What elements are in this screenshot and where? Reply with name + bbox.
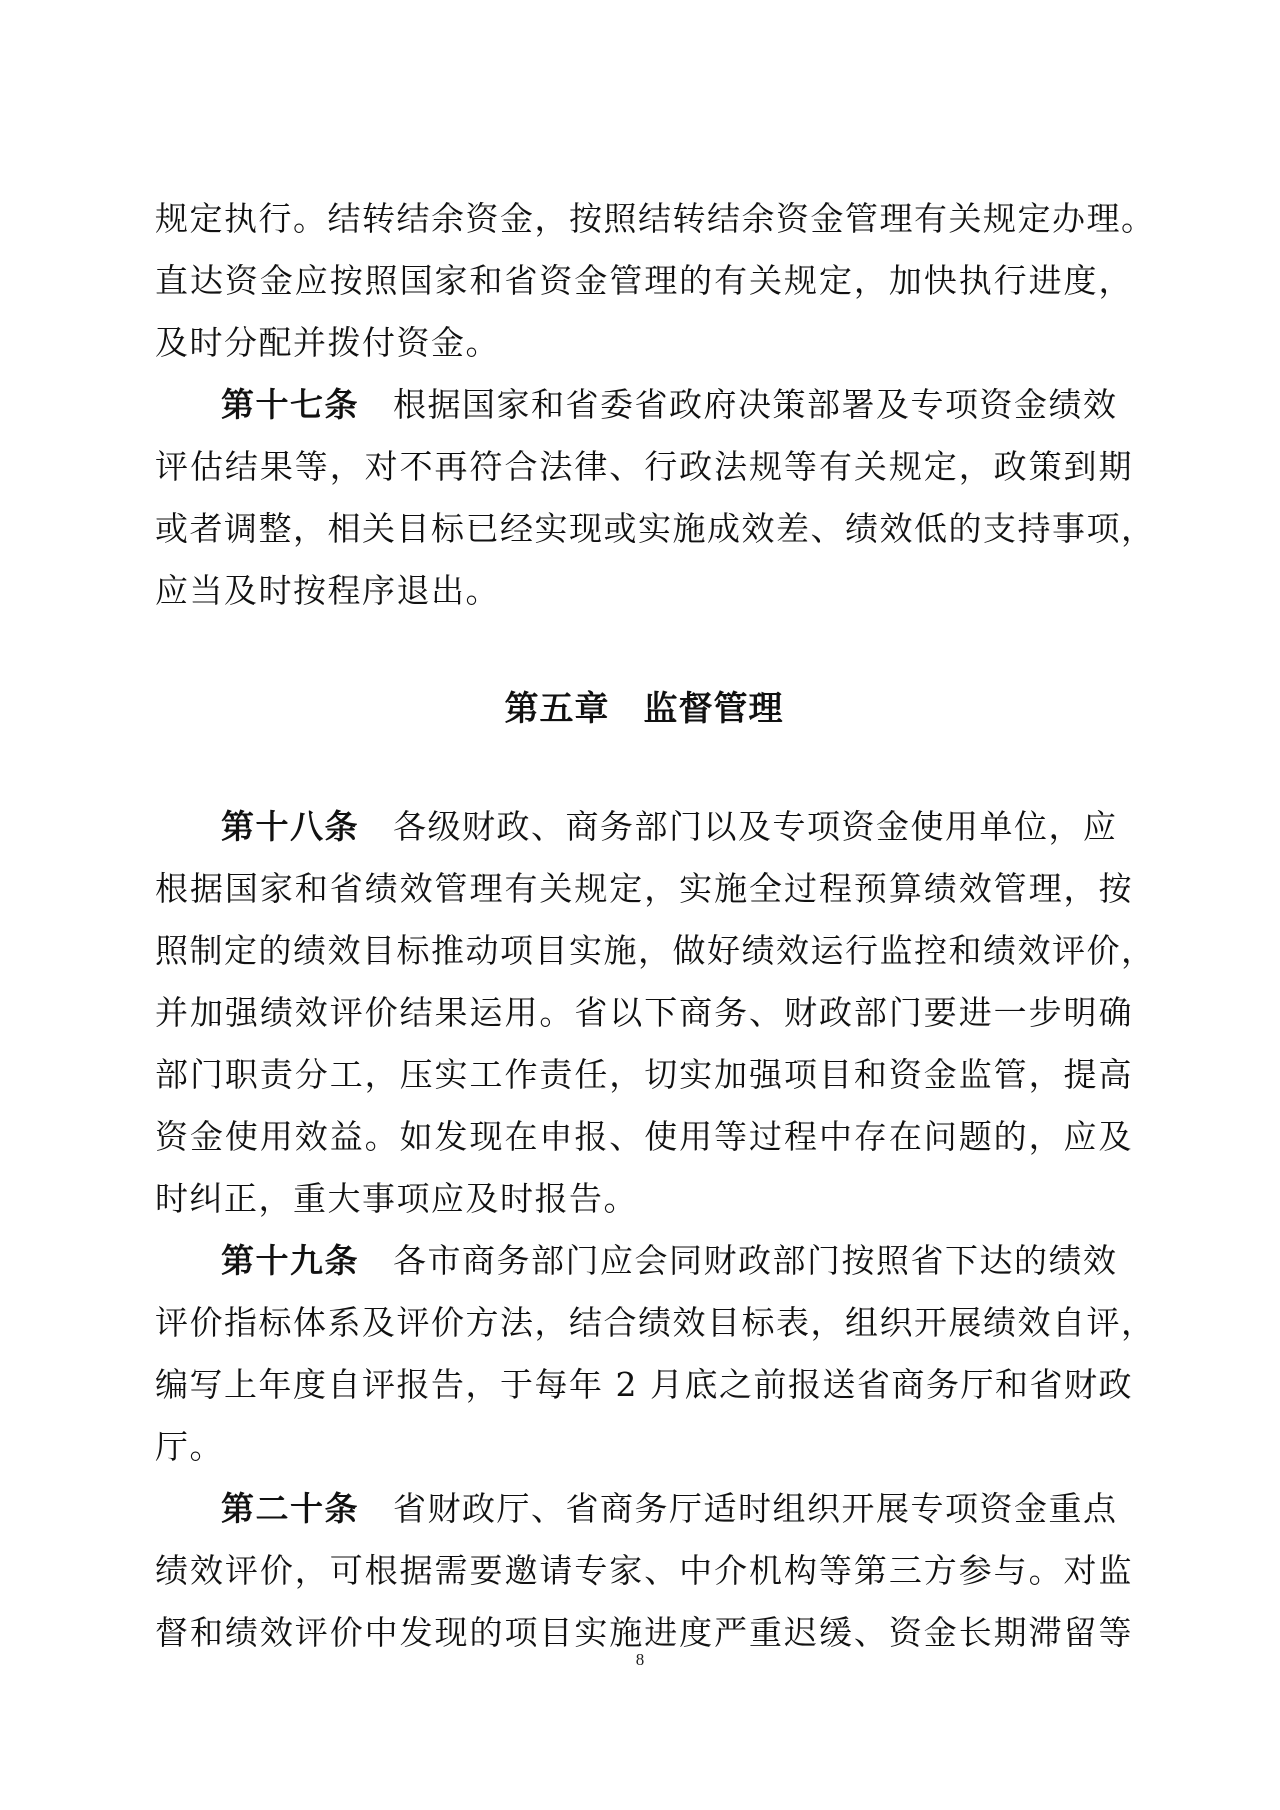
document-body bbox=[155, 188, 1156, 1664]
article-number: 第二十条 bbox=[221, 1489, 359, 1528]
text-line: 资金使用效益。如发现在申报、使用等过程中存在问题的，应及 bbox=[155, 1117, 1133, 1156]
text-line bbox=[155, 1230, 1133, 1292]
text-line: 绩效评价，可根据需要邀请专家、中介机构等第三方参与。对监 bbox=[155, 1551, 1133, 1590]
text-line bbox=[155, 374, 1133, 436]
article-text: 根据国家和省委省政府决策部署及专项资金绩效 bbox=[393, 385, 1118, 424]
chapter-number: 第五章 bbox=[504, 689, 610, 729]
text-line: 部门职责分工，压实工作责任，切实加强项目和资金监管，提高 bbox=[155, 1055, 1133, 1094]
article-number: 第十九条 bbox=[221, 1241, 359, 1280]
text-line: 应当及时按程序退出。 bbox=[155, 571, 500, 610]
text-line: 督和绩效评价中发现的项目实施进度严重迟缓、资金长期滞留等 bbox=[155, 1613, 1133, 1652]
text-line: 评价指标体系及评价方法，结合绩效目标表，组织开展绩效自评， bbox=[155, 1303, 1156, 1342]
article-number: 第十七条 bbox=[221, 385, 359, 424]
text-line: 及时分配并拨付资金。 bbox=[155, 323, 500, 362]
text-line: 根据国家和省绩效管理有关规定，实施全过程预算绩效管理，按 bbox=[155, 869, 1133, 908]
chapter-heading bbox=[155, 678, 1133, 740]
text-line: 规定执行。结转结余资金，按照结转结余资金管理有关规定办理。 bbox=[155, 199, 1156, 238]
article-17 bbox=[155, 374, 1156, 622]
text-line: 评估结果等，对不再符合法律、行政法规等有关规定，政策到期 bbox=[155, 447, 1133, 486]
article-19 bbox=[155, 1230, 1156, 1478]
article-text: 各级财政、商务部门以及专项资金使用单位，应 bbox=[393, 807, 1118, 846]
text-line: 厅。 bbox=[155, 1427, 224, 1466]
article-text: 各市商务部门应会同财政部门按照省下达的绩效 bbox=[393, 1241, 1118, 1280]
text-line: 时纠正，重大事项应及时报告。 bbox=[155, 1179, 638, 1218]
article-text: 省财政厅、省商务厅适时组织开展专项资金重点 bbox=[393, 1489, 1118, 1528]
text-line: 照制定的绩效目标推动项目实施，做好绩效运行监控和绩效评价， bbox=[155, 931, 1156, 970]
page-number: 8 bbox=[635, 1650, 645, 1669]
article-number: 第十八条 bbox=[221, 807, 359, 846]
text-line: 并加强绩效评价结果运用。省以下商务、财政部门要进一步明确 bbox=[155, 993, 1133, 1032]
paragraph-continuation bbox=[155, 188, 1156, 374]
article-18 bbox=[155, 796, 1156, 1230]
text-line: 编写上年度自评报告，于每年 2 月底之前报送省商务厅和省财政 bbox=[155, 1365, 1133, 1404]
text-line: 或者调整，相关目标已经实现或实施成效差、绩效低的支持事项， bbox=[155, 509, 1156, 548]
text-line: 直达资金应按照国家和省资金管理的有关规定，加快执行进度， bbox=[155, 261, 1133, 300]
text-line bbox=[155, 1478, 1133, 1540]
article-20 bbox=[155, 1478, 1133, 1664]
text-line bbox=[155, 796, 1133, 858]
chapter-title: 监督管理 bbox=[643, 689, 784, 729]
